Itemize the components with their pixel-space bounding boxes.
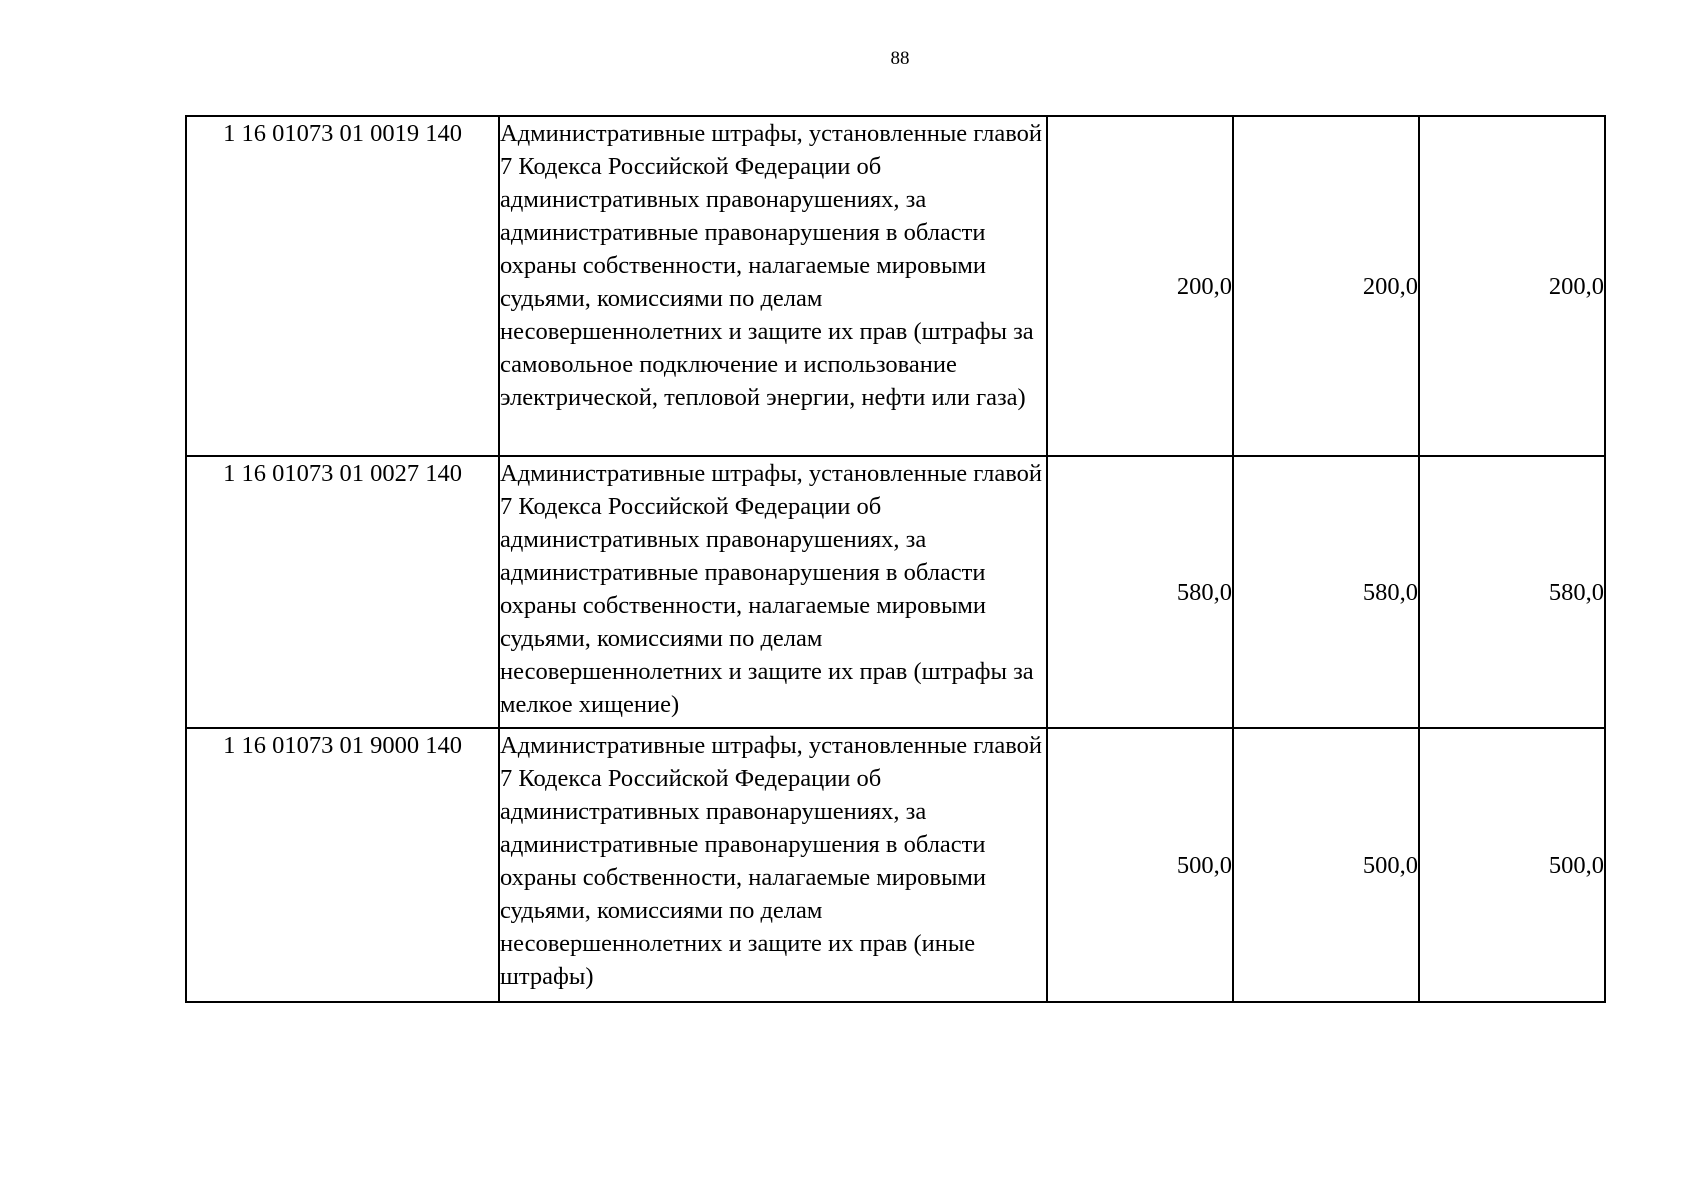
amount-cell-1: 580,0 (1047, 456, 1233, 728)
amount-cell-2: 500,0 (1233, 728, 1419, 1002)
description-cell: Административные штрафы, установленные главой 7 Кодекса Российской Федерации об административных правонарушениях, за административные правонарушения в области охраны собственности, налагаемые мировыми судьями, комиссиями по делам несовершеннолетних и защите их прав (иные штрафы) (499, 728, 1047, 1002)
amount-cell-3: 580,0 (1419, 456, 1605, 728)
budget-revenue-table (185, 115, 1606, 1003)
description-cell: Административные штрафы, установленные главой 7 Кодекса Российской Федерации об административных правонарушениях, за административные правонарушения в области охраны собственности, налагаемые мировыми судьями, комиссиями по делам несовершеннолетних и защите их прав (штрафы за мелкое хищение) (499, 456, 1047, 728)
table-row (186, 728, 1605, 1002)
description-cell: Административные штрафы, установленные главой 7 Кодекса Российской Федерации об административных правонарушениях, за административные правонарушения в области охраны собственности, налагаемые мировыми судьями, комиссиями по делам несовершеннолетних и защите их прав (штрафы за самовольное подключение и использование электрической, тепловой энергии, нефти или газа) (499, 116, 1047, 456)
amount-cell-2: 580,0 (1233, 456, 1419, 728)
amount-cell-3: 500,0 (1419, 728, 1605, 1002)
amount-cell-2: 200,0 (1233, 116, 1419, 456)
amount-cell-1: 500,0 (1047, 728, 1233, 1002)
table-row (186, 116, 1605, 456)
budget-code-cell: 1 16 01073 01 9000 140 (186, 728, 499, 1002)
budget-code-cell: 1 16 01073 01 0019 140 (186, 116, 499, 456)
amount-cell-1: 200,0 (1047, 116, 1233, 456)
budget-code-cell: 1 16 01073 01 0027 140 (186, 456, 499, 728)
page-number: 88 (890, 48, 910, 69)
table-row (186, 456, 1605, 728)
amount-cell-3: 200,0 (1419, 116, 1605, 456)
